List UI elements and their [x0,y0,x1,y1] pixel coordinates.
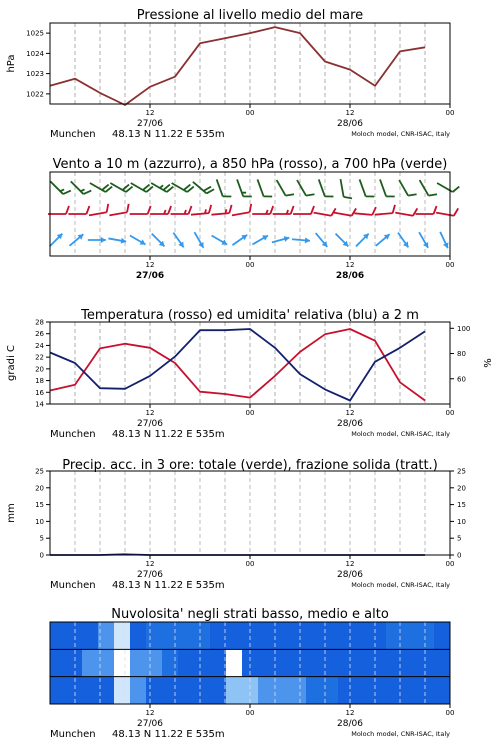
wind-barb-shaft [151,183,167,192]
cloud-cell [146,622,163,650]
pressure-ytick-label: 1023 [26,70,44,79]
wind-barb [257,177,272,199]
cloud-cell [226,622,243,650]
cloud-cell [178,622,195,650]
precipitation-ytick-label: 10 [35,517,44,526]
cloud-cell [338,649,355,677]
wind-barb [360,177,375,199]
wind-barb-feather [429,192,437,199]
precipitation-ytick-label: 20 [35,484,44,493]
wind-barb [292,236,310,244]
wind-barb [334,205,356,217]
wind-arrow-head [140,239,147,247]
cloud-cell [162,622,179,650]
wind-barb [190,205,212,215]
temperature-tick-label: 12 [145,409,155,417]
wind-barb-feather [386,194,395,200]
wind-tick-label: 12 [345,261,355,269]
wind-arrow-head [101,237,106,243]
wind-barb [313,231,329,249]
wind-barb-shaft [334,213,352,216]
wind-barb [277,176,294,198]
clouds-title: Nuvolosita' negli strati basso, medio e alto [111,607,389,622]
wind-barb [416,206,437,214]
wind-barb-shaft [191,213,209,215]
cloud-cell [274,677,291,705]
cloud-cell [146,677,163,705]
wind-barb-shaft [257,179,263,196]
wind-barb [110,176,132,193]
wind-barb [354,205,376,215]
clouds-tick-label: 00 [245,709,255,717]
wind-barb [172,176,194,193]
wind-barb-shaft [420,180,429,196]
wind-barb-feather [229,205,233,213]
temperature-ytick-label: 60 [457,375,466,384]
wind-barb-shaft [314,213,332,216]
cloud-cell [82,677,99,705]
wind-barb [71,176,92,197]
pressure-ylabel: hPa [6,54,17,73]
wind-barb [436,205,458,217]
wind-barb [420,176,437,198]
precipitation-ytick-label: 15 [457,501,466,510]
precipitation-coords: 48.13 N 11.22 E 535m [112,580,225,591]
temperature-ytick-label: 22 [35,353,44,362]
humidity-ylabel: % [483,358,494,368]
wind-barb [252,206,273,214]
wind-barb [68,206,89,214]
wind-barb-feather [126,204,130,212]
cloud-cell [354,622,371,650]
cloud-cell [290,649,307,677]
precipitation-city: Munchen [50,580,96,591]
wind-barb-feather [366,194,375,200]
temperature-ytick-label: 24 [35,341,44,350]
precipitation-ytick-label: 10 [457,517,466,526]
wind-barb-feather [83,188,91,196]
cloud-cell [306,677,323,705]
wind-barb [88,204,110,216]
temperature-date-label: 27/06 [137,419,163,429]
pressure-tick-label: 12 [145,109,155,117]
wind-barb-shaft [50,181,63,194]
wind-barb-shaft [399,180,408,196]
cloud-cell [322,649,339,677]
clouds-date-label: 27/06 [137,719,163,729]
wind-barb [130,206,151,214]
cloud-cell [370,677,387,705]
wind-barb-shaft [89,212,107,215]
cloud-cell [226,677,243,705]
cloud-cell [114,677,131,705]
temperature-ylabel: gradi C [6,345,17,381]
clouds-city: Munchen [50,729,96,740]
wind-arrow-head [305,237,311,243]
clouds-coords: 48.13 N 11.22 E 535m [112,729,225,740]
temperature-tick-label: 00 [245,409,255,417]
wind-barb-feather [86,206,89,214]
wind-barb-shaft [319,179,325,196]
temperature-ytick-label: 14 [35,400,44,409]
cloud-cell [50,622,67,650]
wind-barb [416,231,430,250]
wind-barb-shaft [71,181,84,194]
pressure-tick-label: 12 [345,109,355,117]
temperature-series-line [50,329,425,401]
cloud-cell [98,622,115,650]
wind-barb [171,206,192,214]
wind-barb-shaft [380,179,386,196]
cloud-cell [418,622,435,650]
temperature-date-label: 28/06 [337,419,363,429]
temperature-coords: 48.13 N 11.22 E 535m [112,429,225,440]
cloud-cell [354,649,371,677]
cloud-cell [162,677,179,705]
cloud-cell [402,622,419,650]
cloud-cell [354,677,371,705]
precipitation-tick-label: 00 [245,560,255,568]
pressure-frame [50,23,450,104]
precipitation-model: Moloch model, CNR-ISAC, Italy [351,581,450,589]
wind-barb [251,233,270,247]
precipitation-title: Precip. acc. in 3 ore: totale (verde), frazione solida (tratt.) [62,458,438,473]
wind-barb-shaft [90,183,106,192]
wind-barb-shaft [193,182,207,194]
wind-barb [150,232,167,249]
pressure-date-label: 28/06 [337,119,363,129]
cloud-cell [226,649,243,677]
cloud-cell [402,649,419,677]
clouds-tick-label: 00 [445,709,455,717]
precipitation-ytick-label: 5 [457,534,462,543]
wind-barb-shaft [436,213,454,216]
wind-barb-shaft [360,179,366,196]
clouds-tick-label: 12 [145,709,155,717]
wind-barb [271,235,290,245]
wind-barb-feather [454,208,458,216]
cloud-cell [274,622,291,650]
wind-barb [237,177,252,199]
cloud-cell [194,649,211,677]
cloud-cell [258,677,275,705]
cloud-cell [290,622,307,650]
cloud-cell [210,622,227,650]
wind-barb-shaft [277,180,286,196]
cloud-cell [66,622,83,650]
cloud-cell [370,649,387,677]
cloud-cell [290,677,307,705]
cloud-cell [258,649,275,677]
wind-barb-shaft [232,212,250,215]
precipitation-ytick-label: 5 [39,534,44,543]
cloud-cell [402,677,419,705]
cloud-cell [322,622,339,650]
pressure-ytick-label: 1025 [26,29,44,38]
cloud-cell [434,622,451,650]
wind-barb [293,206,314,214]
wind-barb [211,205,233,215]
cloud-cell [210,649,227,677]
precipitation-ytick-label: 20 [457,484,466,493]
pressure-ytick-label: 1022 [26,90,44,99]
precipitation-date-label: 28/06 [337,570,363,580]
wind-barb-feather [66,206,69,214]
precipitation-date-label: 27/06 [137,570,163,580]
wind-barb-feather [325,194,334,200]
wind-barb [48,206,69,214]
wind-arrow-head [198,242,206,249]
cloud-cell [130,677,147,705]
wind-barb-feather [248,204,252,212]
wind-arrow-head [443,242,451,249]
cloud-cell [50,677,67,705]
cloud-cell [178,649,195,677]
precipitation-tick-label: 12 [345,560,355,568]
wind-barb-feather [270,206,273,214]
precipitation-ytick-label: 25 [35,467,44,476]
cloud-cell [114,622,131,650]
wind-barb-feather [243,194,252,200]
wind-tick-label: 00 [245,261,255,269]
cloud-cell [162,649,179,677]
cloud-cell [210,677,227,705]
wind-barb [399,176,416,198]
wind-barb-feather [189,206,192,214]
temperature-model: Moloch model, CNR-ISAC, Italy [351,430,450,438]
temperature-ytick-label: 18 [35,377,44,386]
cloud-cell [194,622,211,650]
wind-barb [396,231,411,249]
cloud-cell [66,677,83,705]
cloud-cell [66,649,83,677]
wind-barb [128,233,147,247]
temperature-ytick-label: 28 [35,318,44,327]
wind-barb [354,232,371,249]
wind-barb [395,205,417,217]
pressure-city: Munchen [50,129,96,140]
wind-tick-label: 12 [145,261,155,269]
wind-barb-shaft [172,183,188,192]
wind-barb-shaft [217,179,223,196]
cloud-cell [114,649,131,677]
pressure-tick-label: 00 [445,109,455,117]
temperature-ytick-label: 16 [35,388,44,397]
precipitation-ytick-label: 15 [35,501,44,510]
precipitation-ytick-label: 0 [39,551,44,560]
wind-barb [374,232,392,248]
pressure-tick-label: 00 [245,109,255,117]
wind-barb [108,204,130,216]
wind-barb [131,176,153,193]
pressure-model: Moloch model, CNR-ISAC, Italy [351,130,450,138]
cloud-cell [50,649,67,677]
wind-barb [319,177,334,199]
wind-barb [193,176,214,196]
wind-barb-feather [223,194,232,200]
wind-barb-feather [413,208,417,216]
cloud-cell [178,677,195,705]
wind-barb-feather [392,205,396,213]
temperature-ytick-label: 100 [457,324,471,333]
wind-barb [231,204,253,216]
wind-barb [50,176,71,197]
wind-barb-shaft [237,179,243,196]
wind-barb-feather [453,185,460,193]
wind-barb [88,237,106,243]
wind-barb [151,176,173,193]
precipitation-ytick-label: 0 [457,551,462,560]
temperature-series-line [50,329,425,401]
wind-barb-shaft [395,213,413,216]
wind-barb-feather [264,194,273,200]
cloud-cell [258,622,275,650]
cloud-cell [82,622,99,650]
temperature-ytick-label: 26 [35,330,44,339]
wind-barb-shaft [110,183,126,192]
wind-barb [437,176,459,193]
temperature-frame [50,322,450,404]
wind-barb-feather [286,192,294,199]
wind-barb-shaft [297,180,306,196]
wind-barb-feather [105,204,109,212]
cloud-cell [338,622,355,650]
cloud-cell [418,677,435,705]
cloud-cell [98,649,115,677]
wind-barb-feather [291,206,294,214]
cloud-cell [146,649,163,677]
wind-title: Vento a 10 m (azzurro), a 850 hPa (rosso), a 700 hPa (verde) [52,157,448,172]
pressure-series-line [50,27,425,105]
wind-barb [333,232,350,249]
cloud-cell [130,649,147,677]
wind-barb-feather [352,208,356,216]
clouds-tick-label: 12 [345,709,355,717]
wind-barb-feather [168,206,171,214]
wind-barb-shaft [131,183,147,192]
wind-barb-shaft [109,212,127,215]
wind-date-label: 27/06 [135,271,165,281]
wind-barb [437,231,450,250]
wind-barb [231,232,249,247]
wind-barb-shaft [354,213,372,215]
wind-barb [217,177,232,199]
clouds-model: Moloch model, CNR-ISAC, Italy [351,730,450,738]
cloud-cell [274,649,291,677]
cloud-cell [370,622,387,650]
wind-barb-halffeather [81,188,85,192]
pressure-ytick-label: 1024 [26,49,44,58]
precipitation-tick-label: 00 [445,560,455,568]
temperature-tick-label: 00 [445,409,455,417]
wind-barb [108,235,127,244]
cloud-cell [130,622,147,650]
cloud-cell [434,677,451,705]
clouds-date-label: 28/06 [337,719,363,729]
wind-barb-shaft [211,213,229,215]
pressure-date-label: 27/06 [137,119,163,129]
cloud-cell [82,649,99,677]
temperature-city: Munchen [50,429,96,440]
wind-barb [90,176,112,193]
wind-arrow-head [262,233,269,241]
wind-date-label: 28/06 [335,271,365,281]
wind-barb-feather [408,192,416,199]
temperature-ytick-label: 20 [35,365,44,374]
cloud-cell [306,649,323,677]
cloud-cell [338,677,355,705]
cloud-cell [98,677,115,705]
wind-barb-feather [306,192,314,199]
precipitation-tick-label: 12 [145,560,155,568]
wind-barb [380,177,395,199]
wind-barb-halffeather [60,188,64,192]
pressure-coords: 48.13 N 11.22 E 535m [112,129,225,140]
temperature-tick-label: 12 [345,409,355,417]
wind-barb [192,231,206,250]
wind-arrow-head [423,242,431,249]
precipitation-ylabel: mm [6,503,17,523]
wind-tick-label: 00 [445,261,455,269]
wind-barb [374,205,396,215]
temperature-title: Temperatura (rosso) ed umidita' relativa (blu) a 2 m [81,308,419,323]
wind-barb [171,231,186,249]
pressure-title: Pressione al livello medio del mare [136,8,364,23]
wind-barb [210,233,229,247]
wind-barb-shaft [341,179,344,197]
cloud-cell [418,649,435,677]
wind-barb [150,206,171,214]
wind-barb [273,206,294,214]
cloud-cell [306,622,323,650]
precipitation-ytick-label: 25 [457,467,466,476]
cloud-cell [434,649,451,677]
cloud-cell [322,677,339,705]
temperature-ytick-label: 80 [457,350,466,359]
wind-barb-shaft [375,213,393,215]
wind-barb-feather [344,195,352,199]
wind-barb-feather [63,188,71,196]
wind-barb [68,232,86,248]
cloud-cell [194,677,211,705]
wind-barb-feather [208,205,212,213]
